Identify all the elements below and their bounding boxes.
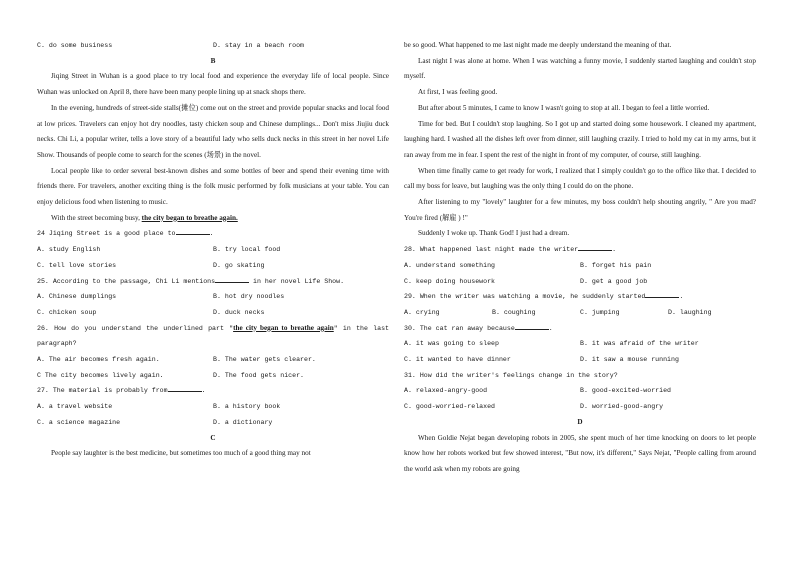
question-28-stem: [404, 242, 756, 258]
option-d: D. get a good job: [580, 277, 648, 285]
option-c: C. a science magazine: [37, 418, 121, 426]
option-a: A. Chinese dumplings: [37, 293, 117, 301]
option-d: D. The food gets nicer.: [213, 371, 305, 379]
question-26-options-cd: [37, 368, 389, 384]
option-d: D. it saw a mouse running: [580, 356, 679, 364]
passage-c-paragraph-3: At first, I was feeling good.: [418, 88, 498, 97]
option-b: B. coughing: [492, 308, 536, 316]
stem-end: .: [612, 246, 617, 254]
option-d: D. stay in a beach room: [213, 42, 305, 49]
option-a: A. understand something: [404, 261, 496, 269]
right-column: [404, 38, 756, 478]
option-c: C. keep doing housework: [404, 277, 496, 285]
answer-blank: [176, 226, 210, 235]
section-c-heading: C: [210, 433, 216, 442]
stem-text: 26. How do you understand the underlined part ": [37, 324, 234, 332]
passage-c-paragraph-5: Time for bed. But I couldn't stop laughing. So I got up and started doing some housework. I cleaned my apartment, laughing hard. I washed all the dishes left over from dinner, still laughing crazily. I tried to hold my cat in my arms, but it ran away from me in fear. I spent the rest of the night in front of my computer, of course, still laughing.: [404, 119, 756, 159]
passage-c-paragraph-1-start: People say laughter is the best medicine, but sometimes too much of a good thing may not: [51, 449, 311, 458]
question-29-stem: [404, 289, 756, 305]
stem-text: 30. The cat ran away because: [404, 324, 515, 332]
question-27-stem: [37, 383, 389, 399]
answer-blank: [168, 383, 202, 392]
passage-b-paragraph-1: Jiqing Street in Wuhan is a good place to try local food and experience the everyday life of local people. Since Wuhan was unlocked on April 8, there have been many people lining up at snack shops there.: [37, 72, 389, 97]
passage-c-paragraph-8: Suddenly I woke up. Thank God! I just had a dream.: [418, 229, 570, 238]
option-c: C. good-worried-relaxed: [404, 403, 496, 411]
option-a: A. study English: [37, 246, 101, 254]
option-a: A. a travel website: [37, 403, 113, 411]
section-d-heading: D: [577, 417, 583, 426]
question-26-stem: [37, 321, 389, 352]
question-30-options-cd: [404, 352, 756, 368]
option-c: C. do some business: [37, 42, 113, 49]
stem-end: .: [201, 387, 206, 395]
option-d: D. worried-good-angry: [580, 403, 664, 411]
question-24-options-ab: [37, 242, 389, 258]
option-d: D. a dictionary: [213, 418, 273, 426]
prev-question-options: [37, 38, 389, 54]
passage-b-paragraph-2: In the evening, hundreds of street-side stalls(摊位) come out on the street and provide popular snacks and local food at low prices. Travelers can enjoy hot dry noodles, tasty chicken soup and Chinese dumplings... Don't miss Jiujiu duck necks. Chi Li, a popular writer, tells a love story of a beautiful lady who sells duck necks in this street in her novel Life Show. Thousands of people come to search for the scenes (场景) in the novel.: [37, 103, 389, 159]
question-24-stem: [37, 226, 389, 242]
underlined-phrase: the city began to breathe again: [233, 323, 334, 332]
answer-blank: [215, 274, 249, 283]
option-d: D. go skating: [213, 261, 265, 269]
answer-blank: [515, 321, 549, 330]
stem-text: 29. When the writer was watching a movie, he suddenly started: [404, 293, 646, 301]
option-c: C. tell love stories: [37, 261, 117, 269]
option-c: C The city becomes lively again.: [37, 371, 164, 379]
option-a: A. it was going to sleep: [404, 340, 499, 348]
question-29-options: [404, 305, 756, 321]
option-b: B. good-excited-worried: [580, 387, 672, 395]
stem-text: 25. According to the passage, Chi Li mentions: [37, 277, 216, 285]
stem-end: .: [209, 230, 214, 238]
passage-b-paragraph-4: [37, 211, 389, 227]
option-d: D. duck necks: [213, 308, 265, 316]
option-c: C. jumping: [580, 308, 620, 316]
stem-text: 27. The material is probably from: [37, 387, 168, 395]
answer-blank: [645, 289, 679, 298]
passage-b-paragraph-3: Local people like to order several best-known dishes and some bottles of beer and spend their evening time with friends there. For travelers, another exciting thing is the folk music performed by folk musicians at your table. You can enjoy delicious food when listening to music.: [37, 166, 389, 207]
question-25-stem: [37, 274, 389, 290]
question-25-options-cd: [37, 305, 389, 321]
question-30-stem: [404, 321, 756, 337]
option-b: B. try local food: [213, 246, 281, 254]
stem-end: .: [548, 324, 553, 332]
stem-text: 24 Jiqing Street is a good place to: [37, 230, 176, 238]
left-column: [37, 38, 389, 462]
question-31-options-cd: [404, 399, 756, 415]
paragraph-4-text: With the street becoming busy,: [51, 213, 142, 222]
stem-end: in her novel Life Show.: [249, 277, 345, 285]
question-30-options-ab: [404, 336, 756, 352]
passage-c-paragraph-1-end: be so good. What happened to me last night made me deeply understand the meaning of that.: [404, 41, 672, 49]
question-25-options-ab: [37, 289, 389, 305]
option-b: B. a history book: [213, 403, 281, 411]
underlined-phrase: the city began to breathe again.: [141, 213, 238, 222]
option-b: B. forget his pain: [580, 261, 652, 269]
stem-text: 28. What happened last night made the writer: [404, 246, 579, 254]
passage-c-paragraph-2: Last night I was alone at home. When I was watching a funny movie, I suddenly started laughing and couldn't stop myself.: [404, 56, 756, 81]
option-a: A. crying: [404, 308, 440, 316]
question-28-options-ab: [404, 258, 756, 274]
question-27-options-ab: [37, 399, 389, 415]
stem-end: .: [679, 293, 684, 301]
passage-d-paragraph-1: When Goldie Nejat began developing robots in 2005, she spent much of her time knocking on doors to let people know how her robots worked but few showed interest, "But now, it's different," Says Nejat, "People calling from around the world ask when my robots are going: [404, 433, 756, 473]
passage-c-paragraph-7: After listening to my "lovely" laughter for a few minutes, my boss couldn't help shouting angrily, " Are you mad? You're fired (解雇 ) !": [404, 198, 756, 222]
option-c: C. chicken soup: [37, 308, 97, 316]
stem-end: " in the last paragraph?: [37, 324, 389, 348]
option-a: A. relaxed-angry-good: [404, 387, 488, 395]
section-b-heading: B: [210, 56, 216, 65]
option-b: B. hot dry noodles: [213, 293, 285, 301]
passage-c-paragraph-6: When time finally came to get ready for work, I realized that I simply couldn't go to the office like that. I decided to call my boss for leave, but laughing was the only thing I could do on the phone.: [404, 166, 756, 191]
option-d: D. laughing: [668, 308, 712, 316]
option-c: C. it wanted to have dinner: [404, 356, 511, 364]
question-31-options-ab: [404, 383, 756, 399]
passage-c-paragraph-4: But after about 5 minutes, I came to know I wasn't going to stop at all. I began to feel a little worried.: [418, 103, 710, 112]
question-26-options-ab: [37, 352, 389, 368]
option-b: B. The water gets clearer.: [213, 356, 316, 364]
option-a: A. The air becomes fresh again.: [37, 356, 160, 364]
question-28-options-cd: [404, 274, 756, 290]
question-27-options-cd: [37, 415, 389, 431]
option-b: B. it was afraid of the writer: [580, 340, 699, 348]
question-31-stem: 31. How did the writer's feelings change in the story?: [404, 371, 618, 379]
answer-blank: [578, 242, 612, 251]
question-24-options-cd: [37, 258, 389, 274]
